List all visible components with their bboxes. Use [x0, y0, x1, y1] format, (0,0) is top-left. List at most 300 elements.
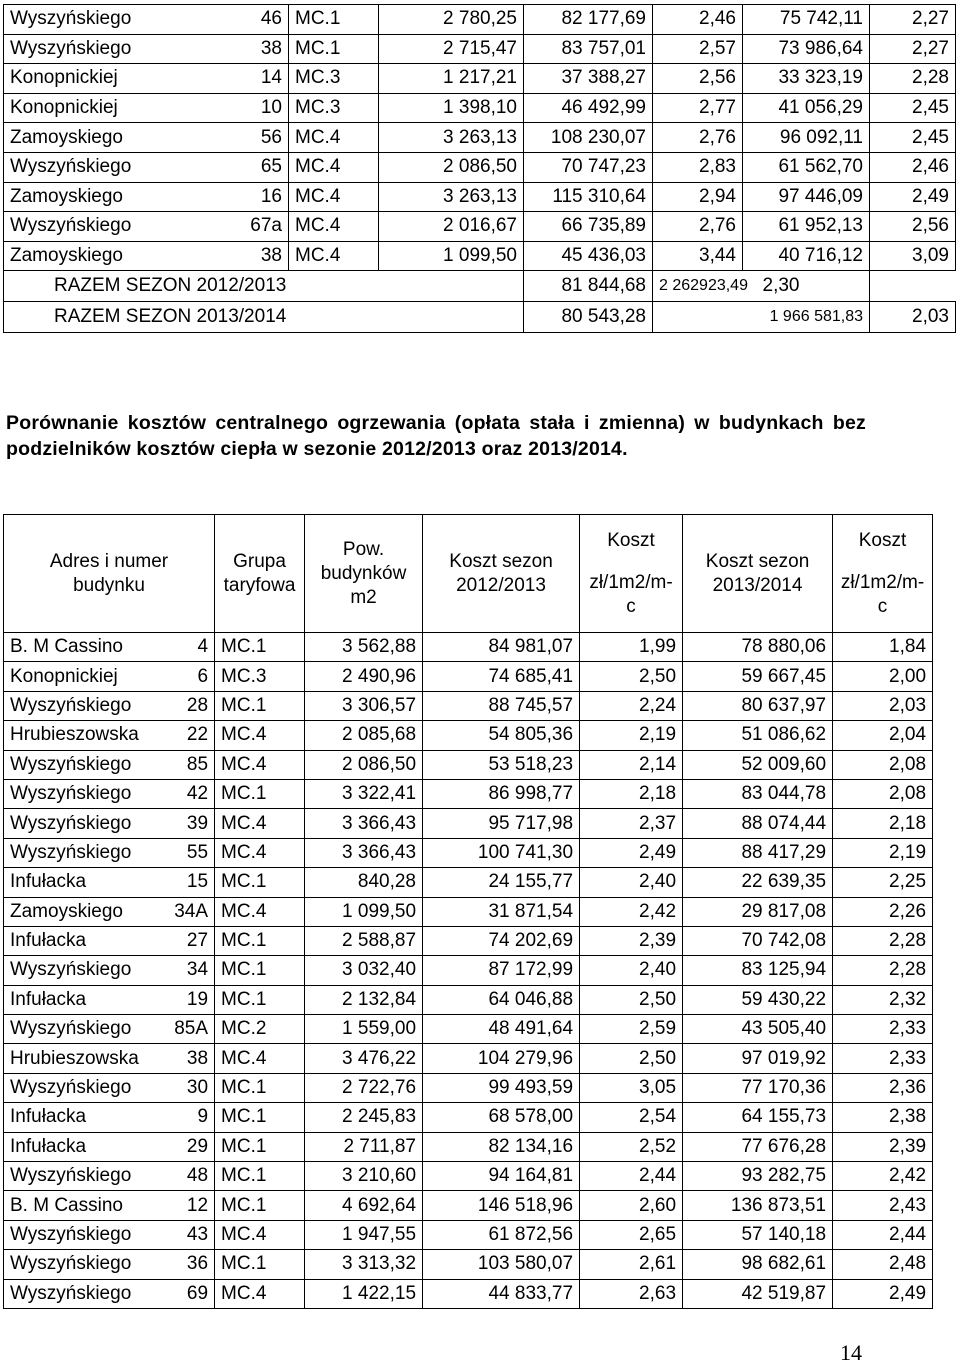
group-cell: MC.4 [289, 241, 379, 271]
rate-2012-cell: 2,77 [653, 93, 743, 123]
area-cell: 3 263,13 [379, 182, 524, 212]
area-cell: 2 722,76 [305, 1073, 423, 1102]
number-cell: 56 [212, 123, 289, 153]
rate-2013-cell: 2,38 [833, 1103, 933, 1132]
number-cell: 22 [167, 721, 215, 750]
group-cell: MC.3 [215, 662, 305, 691]
season-total-row [4, 302, 956, 333]
street-cell: Wyszyńskiego [4, 212, 212, 242]
page-number: 14 [840, 1340, 862, 1365]
number-cell: 12 [167, 1191, 215, 1220]
number-cell: 27 [167, 926, 215, 955]
rate-2013-cell: 2,48 [833, 1250, 933, 1279]
area-cell: 2 490,96 [305, 662, 423, 691]
number-cell: 85 [167, 750, 215, 779]
rate-2013-cell: 2,49 [833, 1279, 933, 1308]
street-cell: Infułacka [4, 985, 167, 1014]
rate-2013-cell: 2,49 [870, 182, 956, 212]
cost-2012-cell: 99 493,59 [423, 1073, 580, 1102]
cost-2012-cell: 83 757,01 [524, 34, 653, 64]
rate-2013-cell: 2,04 [833, 721, 933, 750]
street-cell: Wyszyńskiego [4, 1279, 167, 1308]
group-cell: MC.1 [215, 868, 305, 897]
group-cell: MC.1 [215, 1132, 305, 1161]
street-cell: Konopnickiej [4, 662, 167, 691]
table-row [4, 662, 933, 691]
cost-2012-cell: 104 279,96 [423, 1044, 580, 1073]
group-cell: MC.1 [215, 691, 305, 720]
rate-2013-cell: 2,28 [833, 956, 933, 985]
table-row [4, 123, 956, 153]
area-cell: 1 217,21 [379, 64, 524, 94]
rate-2013-cell: 2,08 [833, 779, 933, 808]
area-cell: 1 099,50 [379, 241, 524, 271]
cost-2013-cell: 77 170,36 [683, 1073, 833, 1102]
table-row [4, 1044, 933, 1073]
number-cell: 38 [167, 1044, 215, 1073]
group-cell: MC.4 [215, 1220, 305, 1249]
rate-2013-cell: 2,33 [833, 1044, 933, 1073]
street-cell: B. M Cassino [4, 1191, 167, 1220]
table-row [4, 691, 933, 720]
street-cell: Hrubieszowska [4, 721, 167, 750]
table-row [4, 5, 956, 35]
header-rate-2013-bottom: zł/1m2/m-c [840, 571, 925, 617]
cost-2013-cell: 73 986,64 [743, 34, 870, 64]
rate-2012-cell: 2,54 [580, 1103, 683, 1132]
rate-2013-cell: 2,27 [870, 34, 956, 64]
cost-2012-cell: 82 177,69 [524, 5, 653, 35]
group-cell: MC.4 [289, 123, 379, 153]
street-cell: Zamoyskiego [4, 241, 212, 271]
cost-2013-cell: 78 880,06 [683, 633, 833, 662]
street-cell: Hrubieszowska [4, 1044, 167, 1073]
rate-2012-cell: 2,59 [580, 1015, 683, 1044]
rate-2013-cell: 2,00 [833, 662, 933, 691]
rate-2013-cell: 2,45 [870, 93, 956, 123]
table-row [4, 241, 956, 271]
number-cell: 30 [167, 1073, 215, 1102]
table-row [4, 956, 933, 985]
cost-2012-cell: 37 388,27 [524, 64, 653, 94]
table-row [4, 838, 933, 867]
cost-2012-cell: 68 578,00 [423, 1103, 580, 1132]
rate-2013-cell: 2,08 [833, 750, 933, 779]
group-cell: MC.1 [215, 1073, 305, 1102]
rate-2013-cell: 2,27 [870, 5, 956, 35]
group-cell: MC.4 [215, 1044, 305, 1073]
rate-2013-cell: 2,25 [833, 868, 933, 897]
rate-2012-cell: 2,83 [653, 152, 743, 182]
group-cell: MC.1 [215, 779, 305, 808]
group-cell: MC.4 [289, 182, 379, 212]
cost-2012-cell: 64 046,88 [423, 985, 580, 1014]
cost-2013-cell: 51 086,62 [683, 721, 833, 750]
season-total-row [4, 271, 956, 302]
cost-2012-cell: 61 872,56 [423, 1220, 580, 1249]
rate-2012-cell: 2,63 [580, 1279, 683, 1308]
cost-2012-cell: 95 717,98 [423, 809, 580, 838]
rate-2013-cell: 2,42 [833, 1162, 933, 1191]
table-row [4, 985, 933, 1014]
cost-2012-cell: 74 685,41 [423, 662, 580, 691]
table-row [4, 1279, 933, 1308]
rate-2012-cell: 2,50 [580, 662, 683, 691]
number-cell: 55 [167, 838, 215, 867]
street-cell: Wyszyńskiego [4, 1250, 167, 1279]
rate-2012-cell: 2,50 [580, 1044, 683, 1073]
cost-2013-cell: 22 639,35 [683, 868, 833, 897]
rate-2013-cell: 2,45 [870, 123, 956, 153]
cost-2013-cell: 80 637,97 [683, 691, 833, 720]
street-cell: Infułacka [4, 868, 167, 897]
street-cell: Infułacka [4, 926, 167, 955]
cost-2013-cell: 77 676,28 [683, 1132, 833, 1161]
number-cell: 34A [167, 897, 215, 926]
rate-2012-cell: 2,56 [653, 64, 743, 94]
cost-2013-cell: 83 125,94 [683, 956, 833, 985]
rate-2012-cell: 1,99 [580, 633, 683, 662]
cost-2012-cell: 70 747,23 [524, 152, 653, 182]
rate-2013-cell: 2,28 [870, 64, 956, 94]
cost-2012-cell: 82 134,16 [423, 1132, 580, 1161]
area-cell: 3 306,57 [305, 691, 423, 720]
group-cell: MC.4 [215, 1279, 305, 1308]
cost-2013-cell: 88 417,29 [683, 838, 833, 867]
group-cell: MC.4 [215, 721, 305, 750]
number-cell: 67a [212, 212, 289, 242]
street-cell: Wyszyńskiego [4, 152, 212, 182]
table-row [4, 34, 956, 64]
rate-2013-cell: 2,46 [870, 152, 956, 182]
cost-2013-cell: 96 092,11 [743, 123, 870, 153]
area-cell: 3 263,13 [379, 123, 524, 153]
group-cell: MC.1 [289, 34, 379, 64]
number-cell: 28 [167, 691, 215, 720]
total-label: RAZEM SEZON 2012/2013 [4, 271, 524, 302]
cost-2012-cell: 86 998,77 [423, 779, 580, 808]
rate-2012-cell: 2,14 [580, 750, 683, 779]
cost-2012-cell: 53 518,23 [423, 750, 580, 779]
area-cell: 2 085,68 [305, 721, 423, 750]
street-cell: Wyszyńskiego [4, 5, 212, 35]
area-cell: 1 422,15 [305, 1279, 423, 1308]
table-row [4, 721, 933, 750]
area-cell: 840,28 [305, 868, 423, 897]
table-row [4, 64, 956, 94]
table-row [4, 750, 933, 779]
area-cell: 3 313,32 [305, 1250, 423, 1279]
area-cell: 2 245,83 [305, 1103, 423, 1132]
rate-2012-cell: 2,42 [580, 897, 683, 926]
rate-2013-cell: 2,36 [833, 1073, 933, 1102]
table-header-row [4, 515, 933, 633]
cost-2012-cell: 88 745,57 [423, 691, 580, 720]
header-rate-2013 [833, 515, 933, 633]
table-row [4, 868, 933, 897]
group-cell: MC.4 [215, 809, 305, 838]
group-cell: MC.1 [215, 633, 305, 662]
group-cell: MC.3 [289, 93, 379, 123]
cost-2012-cell: 146 518,96 [423, 1191, 580, 1220]
group-cell: MC.1 [215, 1191, 305, 1220]
cost-2012-cell: 45 436,03 [524, 241, 653, 271]
street-cell: Wyszyńskiego [4, 1162, 167, 1191]
rate-2012-cell: 2,19 [580, 721, 683, 750]
street-cell: Wyszyńskiego [4, 1220, 167, 1249]
street-cell: Zamoyskiego [4, 897, 167, 926]
table-row [4, 926, 933, 955]
header-area: Pow. budynków m2 [305, 515, 423, 633]
number-cell: 69 [167, 1279, 215, 1308]
number-cell: 10 [212, 93, 289, 123]
group-cell: MC.4 [289, 212, 379, 242]
area-cell: 2 086,50 [305, 750, 423, 779]
rate-2012-cell: 2,24 [580, 691, 683, 720]
cost-2013-cell: 40 716,12 [743, 241, 870, 271]
rate-2013-cell: 2,32 [833, 985, 933, 1014]
cost-2012-cell: 100 741,30 [423, 838, 580, 867]
rate-2012-cell: 2,50 [580, 985, 683, 1014]
table-row [4, 1191, 933, 1220]
cost-2013-cell: 136 873,51 [683, 1191, 833, 1220]
street-cell: B. M Cassino [4, 633, 167, 662]
cost-2012-cell: 115 310,64 [524, 182, 653, 212]
rate-2013-cell: 2,19 [833, 838, 933, 867]
street-cell: Wyszyńskiego [4, 1073, 167, 1102]
group-cell: MC.1 [215, 956, 305, 985]
header-rate-2012 [580, 515, 683, 633]
group-cell: MC.1 [215, 926, 305, 955]
rate-2012-cell: 2,49 [580, 838, 683, 867]
area-cell: 3 562,88 [305, 633, 423, 662]
group-cell: MC.4 [215, 897, 305, 926]
street-cell: Infułacka [4, 1103, 167, 1132]
area-cell: 3 366,43 [305, 809, 423, 838]
total-area: 80 543,28 [524, 302, 653, 333]
rate-2012-cell: 2,65 [580, 1220, 683, 1249]
rate-2013-cell: 2,26 [833, 897, 933, 926]
cost-2013-cell: 29 817,08 [683, 897, 833, 926]
rate-2013-cell: 2,28 [833, 926, 933, 955]
number-cell: 9 [167, 1103, 215, 1132]
table-row [4, 633, 933, 662]
rate-2012-cell: 2,37 [580, 809, 683, 838]
group-cell: MC.1 [215, 1162, 305, 1191]
rate-2012-cell: 3,05 [580, 1073, 683, 1102]
area-cell: 2 711,87 [305, 1132, 423, 1161]
total-cost: 1 966 581,83 [653, 302, 870, 333]
area-cell: 4 692,64 [305, 1191, 423, 1220]
rate-2012-cell: 2,46 [653, 5, 743, 35]
group-cell: MC.1 [289, 5, 379, 35]
street-cell: Infułacka [4, 1132, 167, 1161]
group-cell: MC.1 [215, 985, 305, 1014]
street-cell: Zamoyskiego [4, 123, 212, 153]
cost-2012-cell: 87 172,99 [423, 956, 580, 985]
cost-2012-cell: 94 164,81 [423, 1162, 580, 1191]
area-cell: 2 016,67 [379, 212, 524, 242]
street-cell: Zamoyskiego [4, 182, 212, 212]
rate-2013-cell: 1,84 [833, 633, 933, 662]
number-cell: 34 [167, 956, 215, 985]
rate-2013-cell: 2,43 [833, 1191, 933, 1220]
total-label: RAZEM SEZON 2013/2014 [4, 302, 524, 333]
header-cost-2013: Koszt sezon 2013/2014 [683, 515, 833, 633]
area-cell: 1 559,00 [305, 1015, 423, 1044]
header-rate-2012-top: Koszt [607, 529, 655, 551]
cost-2012-cell: 48 491,64 [423, 1015, 580, 1044]
cost-2013-cell: 97 446,09 [743, 182, 870, 212]
number-cell: 36 [167, 1250, 215, 1279]
group-cell: MC.1 [215, 1250, 305, 1279]
total-area: 81 844,68 [524, 271, 653, 302]
rate-2013-cell: 2,44 [833, 1220, 933, 1249]
street-cell: Wyszyńskiego [4, 750, 167, 779]
rate-2012-cell: 2,39 [580, 926, 683, 955]
table-row [4, 1103, 933, 1132]
cost-2012-cell: 44 833,77 [423, 1279, 580, 1308]
cost-2012-cell: 54 805,36 [423, 721, 580, 750]
rate-2012-cell: 2,40 [580, 868, 683, 897]
street-cell: Konopnickiej [4, 64, 212, 94]
cost-2012-cell: 74 202,69 [423, 926, 580, 955]
table-row [4, 1073, 933, 1102]
cost-2013-cell: 61 562,70 [743, 152, 870, 182]
street-cell: Wyszyńskiego [4, 779, 167, 808]
number-cell: 38 [212, 241, 289, 271]
header-rate-2012-bottom: zł/1m2/m-c [589, 571, 673, 617]
table-row [4, 182, 956, 212]
rate-2012-cell: 2,94 [653, 182, 743, 212]
cost-2013-cell: 70 742,08 [683, 926, 833, 955]
cost-2013-cell: 33 323,19 [743, 64, 870, 94]
table-row [4, 779, 933, 808]
cost-2012-cell: 103 580,07 [423, 1250, 580, 1279]
table-row [4, 1132, 933, 1161]
rate-2012-cell: 2,76 [653, 212, 743, 242]
area-cell: 3 210,60 [305, 1162, 423, 1191]
number-cell: 15 [167, 868, 215, 897]
section-heading: Porównanie kosztów centralnego ogrzewania (opłata stała i zmienna) w budynkach bez podzielników kosztów ciepła w sezonie 2012/2013 oraz 2013/2014. [6, 412, 866, 460]
area-cell: 2 132,84 [305, 985, 423, 1014]
cost-2013-cell: 64 155,73 [683, 1103, 833, 1132]
rate-2013-cell: 2,03 [833, 691, 933, 720]
number-cell: 38 [212, 34, 289, 64]
rate-2012-cell: 2,57 [653, 34, 743, 64]
rate-2012-cell: 2,61 [580, 1250, 683, 1279]
rate-2012-cell: 2,52 [580, 1132, 683, 1161]
rate-2012-cell: 2,60 [580, 1191, 683, 1220]
area-cell: 1 398,10 [379, 93, 524, 123]
number-cell: 85A [167, 1015, 215, 1044]
number-cell: 43 [167, 1220, 215, 1249]
street-cell: Wyszyńskiego [4, 956, 167, 985]
area-cell: 2 780,25 [379, 5, 524, 35]
rate-2013-cell: 3,09 [870, 241, 956, 271]
cost-2013-cell: 59 430,22 [683, 985, 833, 1014]
area-cell: 3 322,41 [305, 779, 423, 808]
rate-2012-cell: 2,18 [580, 779, 683, 808]
table-row [4, 212, 956, 242]
area-cell: 3 032,40 [305, 956, 423, 985]
rate-2013-cell: 2,33 [833, 1015, 933, 1044]
cost-2013-cell: 61 952,13 [743, 212, 870, 242]
street-cell: Wyszyńskiego [4, 1015, 167, 1044]
group-cell: MC.4 [289, 152, 379, 182]
bottom-cost-table [3, 514, 933, 1309]
number-cell: 19 [167, 985, 215, 1014]
area-cell: 3 366,43 [305, 838, 423, 867]
group-cell: MC.1 [215, 1103, 305, 1132]
cost-2012-cell: 46 492,99 [524, 93, 653, 123]
area-cell: 1 947,55 [305, 1220, 423, 1249]
table-row [4, 1015, 933, 1044]
number-cell: 4 [167, 633, 215, 662]
cost-2013-cell: 75 742,11 [743, 5, 870, 35]
header-cost-2012: Koszt sezon 2012/2013 [423, 515, 580, 633]
rate-2012-cell: 2,76 [653, 123, 743, 153]
table-row [4, 152, 956, 182]
area-cell: 3 476,22 [305, 1044, 423, 1073]
cost-2012-cell: 31 871,54 [423, 897, 580, 926]
header-group: Grupa taryfowa [215, 515, 305, 633]
number-cell: 48 [167, 1162, 215, 1191]
header-rate-2013-top: Koszt [858, 529, 907, 551]
total-cost: 2 262923,49 [653, 271, 743, 302]
rate-2013-cell: 2,39 [833, 1132, 933, 1161]
number-cell: 65 [212, 152, 289, 182]
cost-2013-cell: 42 519,87 [683, 1279, 833, 1308]
rate-2012-cell: 2,40 [580, 956, 683, 985]
cost-2013-cell: 57 140,18 [683, 1220, 833, 1249]
cost-2013-cell: 93 282,75 [683, 1162, 833, 1191]
street-cell: Wyszyńskiego [4, 34, 212, 64]
group-cell: MC.3 [289, 64, 379, 94]
street-cell: Wyszyńskiego [4, 809, 167, 838]
cost-2013-cell: 59 667,45 [683, 662, 833, 691]
rate-2013-cell: 2,18 [833, 809, 933, 838]
area-cell: 2 086,50 [379, 152, 524, 182]
group-cell: MC.4 [215, 750, 305, 779]
header-address: Adres i numer budynku [4, 515, 215, 633]
cost-2012-cell: 66 735,89 [524, 212, 653, 242]
total-rate: 2,30 [743, 271, 870, 302]
cost-2013-cell: 88 074,44 [683, 809, 833, 838]
table-row [4, 809, 933, 838]
area-cell: 2 715,47 [379, 34, 524, 64]
rate-2012-cell: 3,44 [653, 241, 743, 271]
table-row [4, 1250, 933, 1279]
number-cell: 16 [212, 182, 289, 212]
number-cell: 29 [167, 1132, 215, 1161]
number-cell: 6 [167, 662, 215, 691]
area-cell: 2 588,87 [305, 926, 423, 955]
cost-2013-cell: 52 009,60 [683, 750, 833, 779]
number-cell: 42 [167, 779, 215, 808]
cost-2013-cell: 43 505,40 [683, 1015, 833, 1044]
cost-2013-cell: 83 044,78 [683, 779, 833, 808]
table-row [4, 93, 956, 123]
rate-2012-cell: 2,44 [580, 1162, 683, 1191]
number-cell: 14 [212, 64, 289, 94]
cost-2013-cell: 41 056,29 [743, 93, 870, 123]
group-cell: MC.2 [215, 1015, 305, 1044]
group-cell: MC.4 [215, 838, 305, 867]
cost-2012-cell: 108 230,07 [524, 123, 653, 153]
table-row [4, 1220, 933, 1249]
cost-2013-cell: 98 682,61 [683, 1250, 833, 1279]
